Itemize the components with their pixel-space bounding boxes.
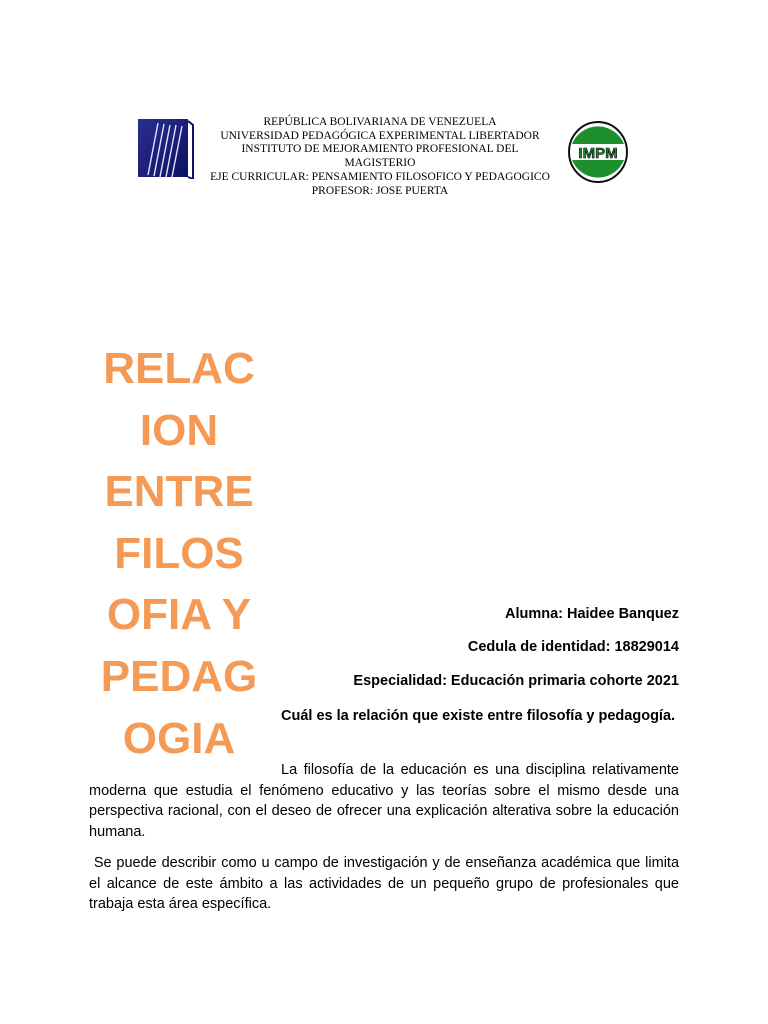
upel-logo <box>138 119 194 179</box>
title-line: FILOS <box>114 528 244 578</box>
title-line: OFIA Y <box>106 590 252 640</box>
ipm-logo-text: IMPM <box>578 145 618 162</box>
ipm-logo <box>567 120 629 184</box>
paragraph-2: Se puede describir como u campo de investigación y de enseñanza académica que limita el alcance de este ámbito a las actividades de un pequeño grupo de profesionales que trabaja esta área específica. <box>89 855 684 912</box>
title-line: ION <box>139 405 219 455</box>
title-line: ENTRE <box>104 467 254 517</box>
title-line: RELAC <box>103 344 255 393</box>
question-heading: Cuál es la relación que existe entre filosofía y pedagogía. <box>281 708 676 724</box>
title-line: OGIA <box>122 713 236 763</box>
student-name: Alumna: Haidee Banquez <box>504 606 679 622</box>
header-line-curricular: EJE CURRICULAR: PENSAMIENTO FILOSOFICO Y PEDAGOGICO <box>210 170 550 183</box>
student-specialty: Especialidad: Educación primaria cohorte 2021 <box>353 673 679 689</box>
header-line-university: UNIVERSIDAD PEDAGÓGICA EXPERIMENTAL LIBERTADOR <box>220 129 540 142</box>
title-line: PEDAG <box>100 651 258 701</box>
header-line-professor: PROFESOR: JOSE PUERTA <box>311 184 449 197</box>
header-line-institute-cont: MAGISTERIO <box>344 157 416 170</box>
document-title <box>88 338 270 769</box>
paragraph-1: La filosofía de la educación es una disciplina relativamente moderna que estudia el fenómeno educativo y las teorías sobre el mismo desde una perspectiva racional, con el deseo de ofrecer una explicación alterativa sobre la educación humana. <box>89 762 679 840</box>
header-line-country: REPÚBLICA BOLIVARIANA DE VENEZUELA <box>263 116 497 128</box>
header-line-institute: INSTITUTO DE MEJORAMIENTO PROFESIONAL DEL <box>241 143 519 156</box>
student-id: Cedula de identidad: 18829014 <box>467 639 679 655</box>
institution-header <box>210 116 550 198</box>
